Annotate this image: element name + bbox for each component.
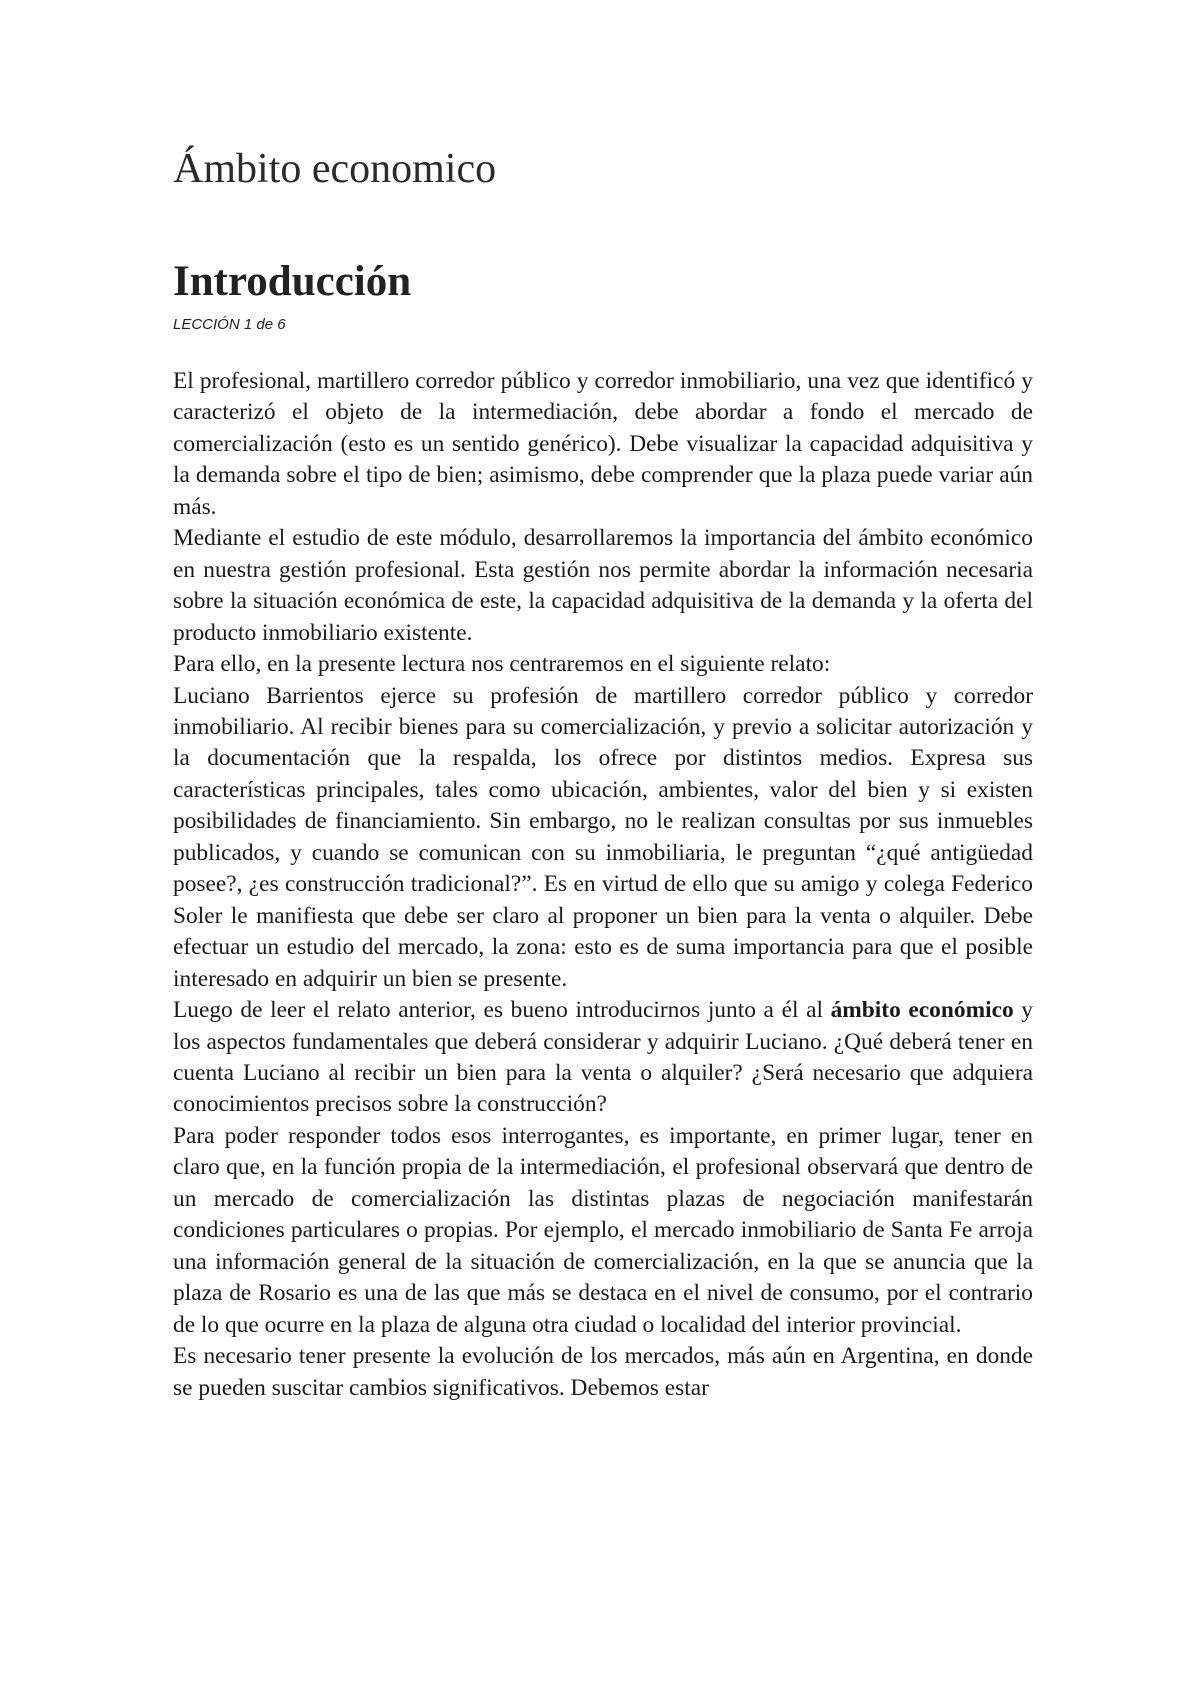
paragraph [173, 995, 1033, 1121]
lesson-label: LECCIÓN 1 de 6 [173, 316, 286, 333]
paragraph-text: y los aspectos fundamentales que deberá considerar y adquirir Luciano. ¿Qué deberá tener en cuenta Luciano al recibir un bien para la venta o alquiler? ¿Será necesario que adquiera conocimientos precisos sobre la construcción? [173, 997, 1033, 1118]
paragraph: Para ello, en la presente lectura nos centraremos en el siguiente relato: [173, 651, 831, 678]
paragraph: El profesional, martillero corredor público y corredor inmobiliario, una vez que identificó y caracterizó el objeto de la intermediación, debe abordar a fondo el mercado de comercialización (esto es un sentido genérico). Debe visualizar la capacidad adquisitiva y la demanda sobre el tipo de bien; asimismo, debe comprender que la plaza puede variar aún más. [173, 368, 1033, 520]
paragraph: Luciano Barrientos ejerce su profesión de martillero corredor público y corredor inmobiliario. Al recibir bienes para su comercialización, y previo a solicitar autorización y la documentación que la respalda, los ofrece por distintos medios. Expresa sus características principales, tales como ubicación, ambientes, valor del bien y si existen posibilidades de financiamiento. Sin embargo, no le realizan consultas por sus inmuebles publicados, y cuando se comunican con su inmobiliaria, le preguntan “¿qué antigüedad posee?, ¿es construcción tradicional?”. Es en virtud de ello que su amigo y colega Federico Soler le manifiesta que debe ser claro al proponer un bien para la venta o alquiler. Debe efectuar un estudio del mercado, la zona: esto es de suma importancia para que el posible interesado en adquirir un bien se presente. [173, 682, 1033, 992]
paragraph: Para poder responder todos esos interrogantes, es importante, en primer lugar, tener en claro que, en la función propia de la intermediación, el profesional observará que dentro de un mercado de comercialización las distintas plazas de negociación manifestarán condiciones particulares o propias. Por ejemplo, el mercado inmobiliario de Santa Fe arroja una información general de la situación de comercialización, en la que se anuncia que la plaza de Rosario es una de las que más se destaca en el nivel de consumo, por el contrario de lo que ocurre en la plaza de alguna otra ciudad o localidad del interior provincial. [173, 1122, 1033, 1338]
paragraph-text: Luego de leer el relato anterior, es bueno introducirnos junto a él al [173, 997, 831, 1024]
bold-term: ámbito económico [830, 997, 1014, 1024]
paragraph: Es necesario tener presente la evolución de los mercados, más aún en Argentina, en donde se pueden suscitar cambios significativos. Debemos estar [173, 1343, 1033, 1401]
paragraph: Mediante el estudio de este módulo, desarrollaremos la importancia del ámbito económico en nuestra gestión profesional. Esta gestión nos permite abordar la información necesaria sobre la situación económica de este, la capacidad adquisitiva de la demanda y la oferta del producto inmobiliario existente. [173, 525, 1033, 646]
document-title: Ámbito economico [173, 146, 497, 192]
section-title: Introducción [173, 258, 412, 305]
body-text [173, 366, 1033, 1404]
